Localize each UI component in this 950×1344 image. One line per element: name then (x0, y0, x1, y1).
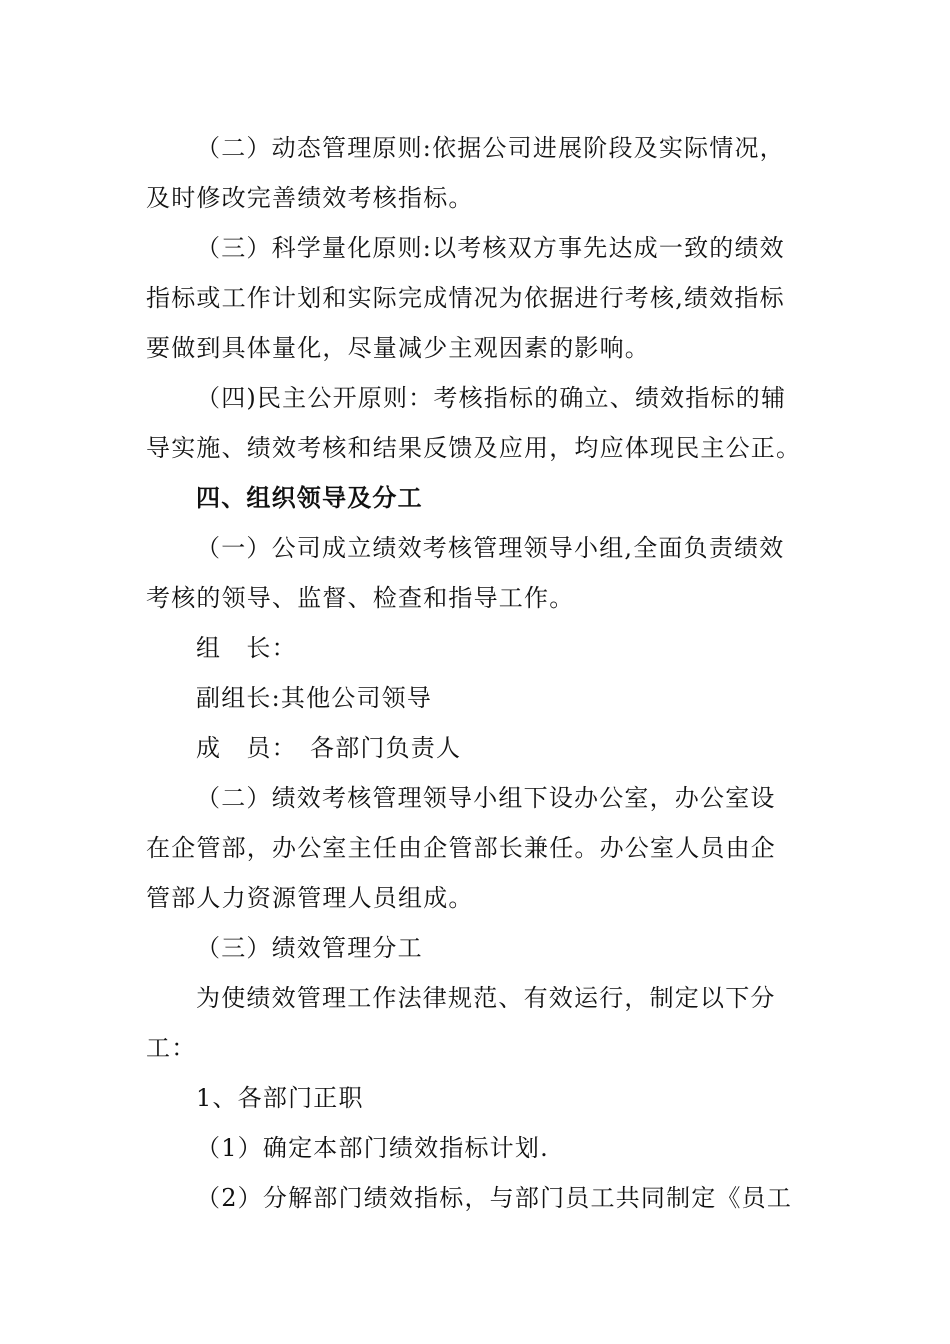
role-line: 成 员： 各部门负责人 (196, 734, 462, 762)
paragraph-line: 导实施、绩效考核和结果反馈及应用，均应体现民主公正。 (146, 434, 802, 462)
list-item: （1）确定本部门绩效指标计划. (196, 1134, 549, 1162)
paragraph-line: （三）科学量化原则:以考核双方事先达成一致的绩效 (196, 234, 785, 262)
paragraph-line: 为使绩效管理工作法律规范、有效运行，制定以下分 (196, 984, 776, 1012)
list-item: （2）分解部门绩效指标，与部门员工共同制定《员工 (196, 1184, 793, 1212)
paragraph-line: 指标或工作计划和实际完成情况为依据进行考核,绩效指标 (146, 284, 785, 312)
role-line: 副组长:其他公司领导 (196, 684, 433, 712)
paragraph-line: 及时修改完善绩效考核指标。 (146, 184, 474, 212)
paragraph-line: 要做到具体量化，尽量减少主观因素的影响。 (146, 334, 650, 362)
paragraph-line: 工： (146, 1034, 197, 1062)
role-line: 组 长： (196, 634, 297, 662)
section-heading: 四、组织领导及分工 (196, 483, 423, 512)
paragraph-line: （四)民主公开原则：考核指标的确立、绩效指标的辅 (196, 384, 787, 412)
paragraph-line: （三）绩效管理分工 (196, 934, 423, 962)
list-item: 1、各部门正职 (196, 1084, 364, 1112)
paragraph-line: 管部人力资源管理人员组成。 (146, 884, 474, 912)
paragraph-line: （一）公司成立绩效考核管理领导小组,全面负责绩效 (196, 534, 785, 562)
paragraph-line: （二）动态管理原则:依据公司进展阶段及实际情况， (196, 134, 785, 162)
paragraph-line: 在企管部，办公室主任由企管部长兼任。办公室人员由企 (146, 834, 776, 862)
paragraph-line: 考核的领导、监督、检查和指导工作。 (146, 584, 575, 612)
paragraph-line: （二）绩效考核管理领导小组下设办公室，办公室设 (196, 784, 776, 812)
